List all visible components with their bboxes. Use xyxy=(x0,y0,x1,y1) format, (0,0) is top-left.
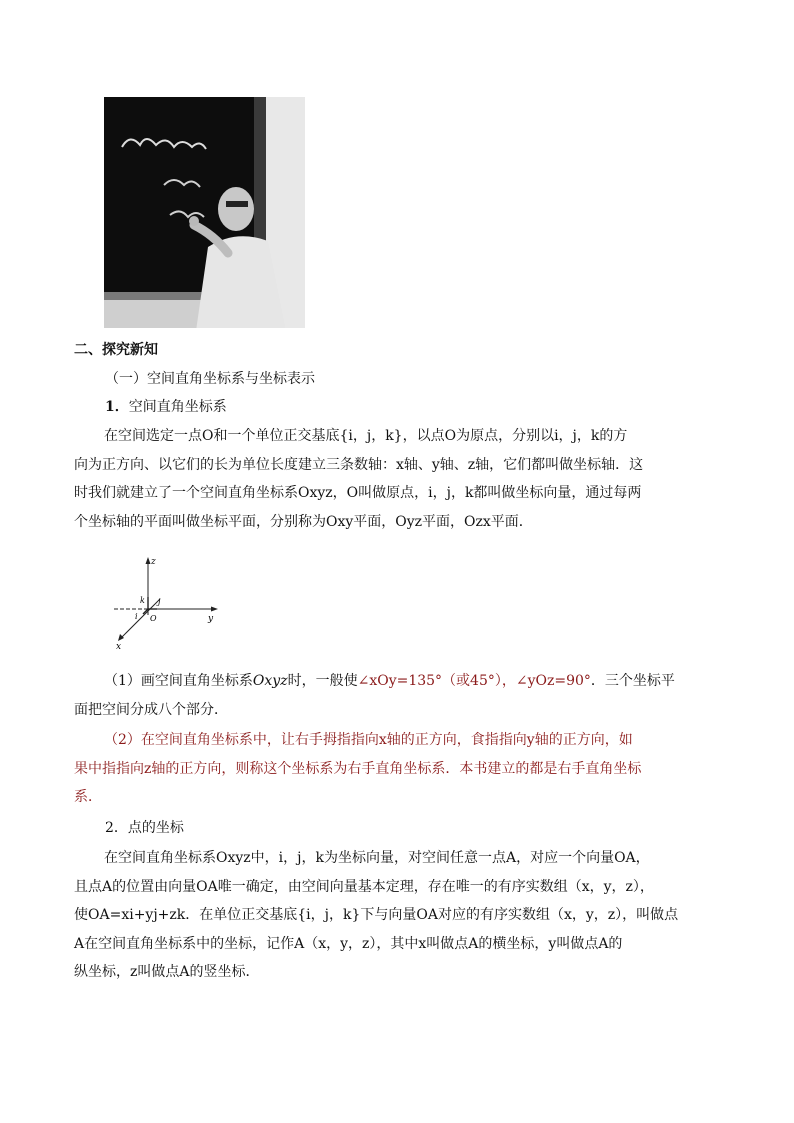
axes-figure-drawing xyxy=(110,555,225,650)
vector-label-k: k xyxy=(140,596,145,605)
item2-heading: 2．点的坐标 xyxy=(105,820,184,836)
item1-line-4: 个坐标轴的平面叫做坐标平面，分别称为Oxy平面，Oyz平面，Ozx平面． xyxy=(74,513,533,530)
item1-line-1: 在空间选定一点O和一个单位正交基底{i，j，k}，以点O为原点，分别以i，j，k的方 xyxy=(104,428,628,444)
note-2-line-2: 果中指指向z轴的正方向，则称这个坐标系为右手直角坐标系．本书建立的都是右手直角坐标 xyxy=(74,760,642,777)
item1-line-3: 时我们就建立了一个空间直角坐标系Oxyz，O叫做原点，i，j，k都叫做坐标向量，通过每两 xyxy=(74,485,642,501)
axis-label-y: y xyxy=(208,614,214,624)
note-2-line-3: 系． xyxy=(74,789,102,805)
note-2-line-1: （2）在空间直角坐标系中，让右手拇指指向x轴的正方向，食指指向y轴的正方向，如 xyxy=(104,732,633,748)
item1-title: 空间直角坐标系 xyxy=(128,399,227,415)
note-1-mid: 时，一般使 xyxy=(287,673,358,689)
vector-label-i: i xyxy=(135,612,138,621)
item1-paragraph xyxy=(74,422,724,536)
item1-line-2: 向为正方向、以它们的长为单位长度建立三条数轴：x轴、y轴、z轴，它们都叫做坐标轴．这 xyxy=(74,456,644,473)
axis-label-x: x xyxy=(116,642,122,650)
note-1-angles: ∠xOy=135°（或45°），∠yOz=90° xyxy=(357,673,591,689)
axes-figure xyxy=(110,555,225,650)
note-1-line-1 xyxy=(74,667,724,696)
axis-label-z: z xyxy=(151,557,156,567)
subsection-title: （一）空间直角坐标系与坐标表示 xyxy=(105,371,315,387)
item2-line-3: 使OA=xi+yj+zk．在单位正交基底{i，j，k}下与向量OA对应的有序实数组（x，y，z），叫做点 xyxy=(74,907,679,923)
item1-number: 1． xyxy=(105,399,129,415)
blackboard-photo xyxy=(104,97,305,328)
item2-line-4: A在空间直角坐标系中的坐标，记作A（x，y，z），其中x叫做点A的横坐标，y叫做点A的 xyxy=(74,935,623,952)
item2-line-1: 在空间直角坐标系Oxyz中，i，j，k为坐标向量，对空间任意一点A，对应一个向量OA， xyxy=(104,850,650,866)
vector-label-j: j xyxy=(158,597,161,606)
item2-paragraph xyxy=(74,844,724,987)
note-1-prefix: （1）画空间直角坐标系 xyxy=(104,673,253,689)
note-1 xyxy=(74,667,724,724)
note-1-line-2: 面把空间分成八个部分． xyxy=(74,701,228,718)
origin-label: O xyxy=(150,614,157,623)
note-1-suffix: ．三个坐标平 xyxy=(590,673,675,689)
note-1-system: Oxyz xyxy=(252,673,288,689)
item1-heading xyxy=(105,398,227,416)
note-2 xyxy=(74,726,724,812)
section-title: 二、探究新知 xyxy=(74,342,158,358)
item2-line-5: 纵坐标，z叫做点A的竖坐标． xyxy=(74,964,260,980)
blackboard-photo-drawing xyxy=(104,97,305,328)
item2-line-2: 且点A的位置由向量OA唯一确定，由空间向量基本定理，存在唯一的有序实数组（x，y，z）， xyxy=(74,878,654,895)
